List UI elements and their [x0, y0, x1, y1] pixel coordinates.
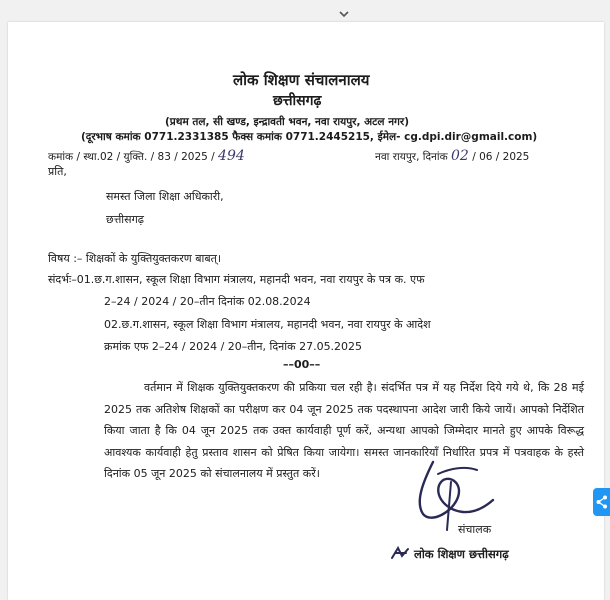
separator: ––00––	[283, 358, 321, 371]
contact-line	[81, 130, 537, 144]
addressee-line-1: समस्त जिला शिक्षा अधिकारी,	[106, 190, 224, 203]
document-page	[8, 22, 604, 600]
signatory-office	[390, 546, 509, 562]
share-icon	[596, 495, 608, 509]
state-heading: छत्तीसगढ़	[273, 93, 322, 109]
reference-prefix: कमांक / स्था.02 / युक्ति. / 83 / 2025 /	[48, 151, 215, 163]
month-year: / 06 / 2025	[472, 151, 530, 163]
reference-number	[48, 148, 245, 164]
prati-label: प्रति,	[48, 165, 67, 178]
handwritten-day: 02	[451, 148, 469, 164]
initials-mark	[390, 546, 410, 560]
subject-line: विषय :– शिक्षकों के युक्तियुक्तकरण बाबत्।	[48, 252, 222, 265]
share-tab[interactable]	[593, 488, 610, 516]
place-date-prefix: नवा रायपुर, दिनांक	[375, 151, 448, 163]
place-date	[375, 148, 529, 164]
phone-fax: (दूरभाष कमांक 0771.2331385 फैक्स कमांक 0771.2445215, ईमेल-	[81, 131, 401, 143]
handwritten-number: 494	[218, 148, 245, 164]
office-name: लोक शिक्षण छत्तीसगढ़	[414, 547, 509, 561]
reference-1-line-1: संदर्भः–01.छ.ग.शासन, स्कूल शिक्षा विभाग मंत्रालय, महानदी भवन, नवा रायपुर के पत्र क. एफ	[48, 273, 425, 286]
body-paragraph	[104, 377, 584, 485]
reference-2-line-1: 02.छ.ग.शासन, स्कूल शिक्षा विभाग मंत्रालय, महानदी भवन, नवा रायपुर के आदेश	[104, 318, 431, 331]
signatory-title: संचालक	[458, 523, 492, 536]
addressee-line-2: छत्तीसगढ़	[106, 213, 144, 226]
department-heading: लोक शिक्षण संचालनालय	[233, 71, 370, 89]
reference-2-line-2: क्रमांक एफ 2–24 / 2024 / 20–तीन, दिनांक 27.05.2025	[104, 340, 363, 353]
office-address: (प्रथम तल, सी खण्ड, इन्द्रावती भवन, नवा रायपुर, अटल नगर)	[165, 116, 410, 128]
body-first-line: वर्तमान में शिक्षक युक्तियुक्तकरण की प्रकिया चल रही है। संदर्भित पत्र में यह	[144, 381, 456, 394]
chevron-down-icon[interactable]	[338, 8, 350, 20]
reference-1-line-2: 2–24 / 2024 / 20–तीन दिनांक 02.08.2024	[104, 295, 311, 308]
email-address: cg.dpi.dir@gmail.com)	[404, 131, 538, 143]
body-rest: निर्देश दिये गये थे, कि 28 मई 2025 तक अतिशेष शिक्षकों का परीक्षण कर 04 जून 2025 तक पदस्थापना आदेश जारी किये जायें। आपको निर्देशित किया जाता है कि 04 जून 2025 तक उक्त कार्यवाही पूर्ण करें, अन्यथा आपको जिम्मेदार मानते हुए आपके विरूद्ध आवश्यक कार्यवाही हेतु प्रस्ताव शासन को प्रेषित किया जायेगा। समस्त जानकारियाँ निर्धारित प्रपत्र में पत्रवाहक के हस्ते दिनांक 05 जून 2025 को संचालनालय में प्रस्तुत करें।	[104, 381, 585, 480]
